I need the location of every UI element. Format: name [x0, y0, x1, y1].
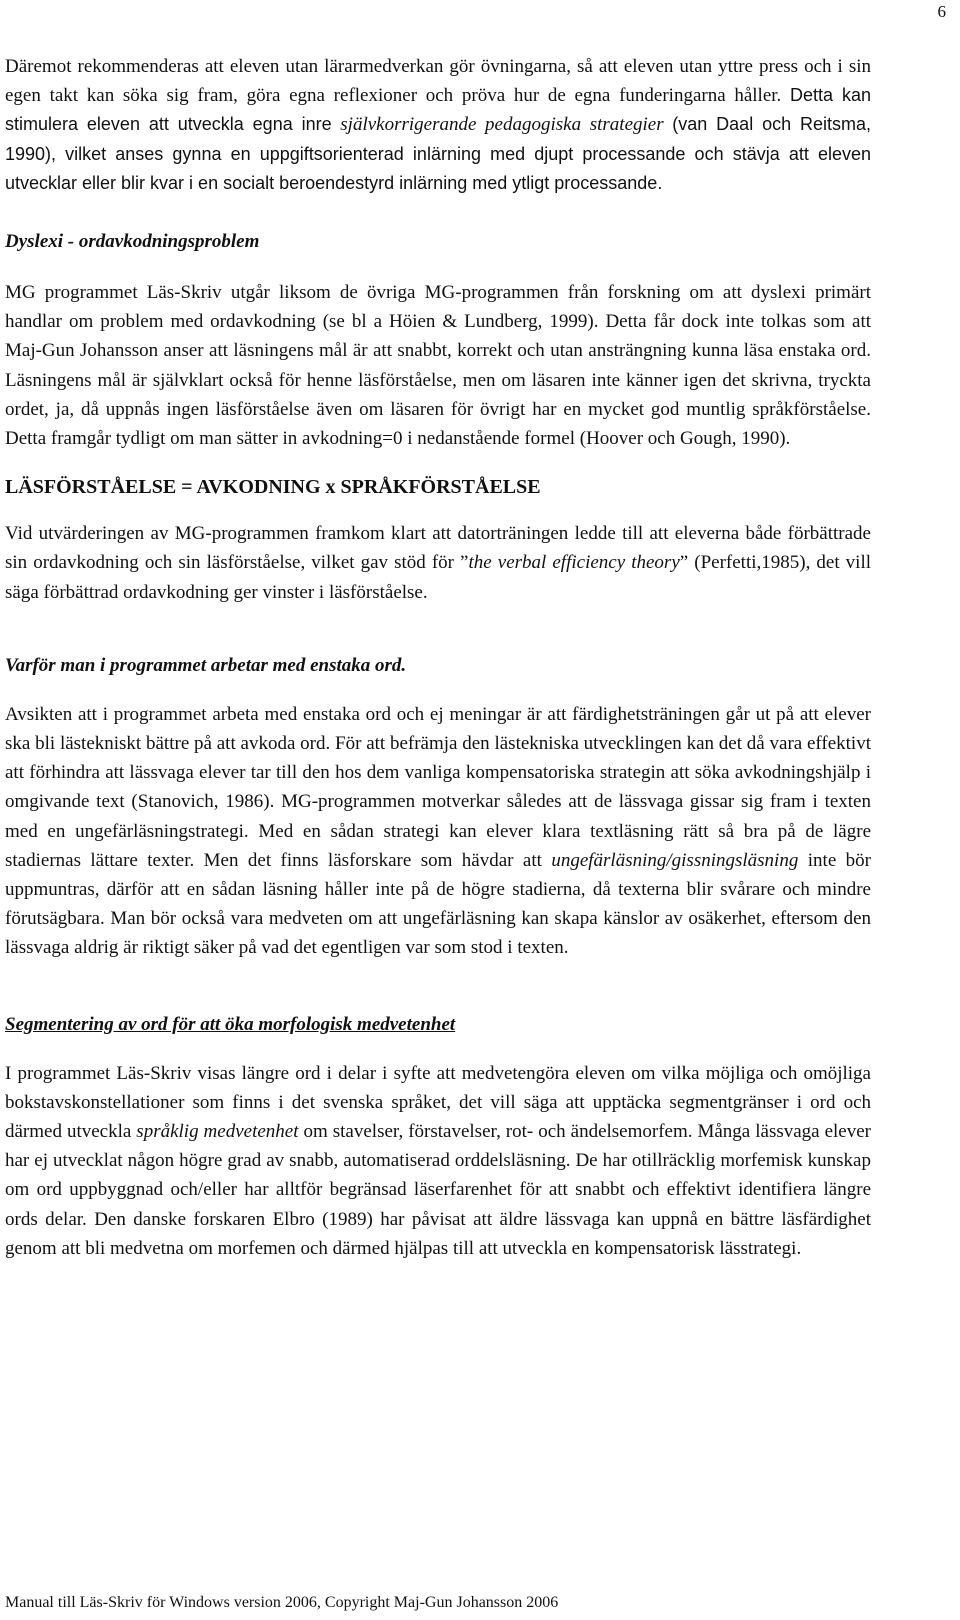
paragraph-segmentering-part3: om stavelser, förstavelser, rot- och ändelsemorfem. — [303, 1121, 693, 1143]
paragraph-segmentering — [5, 1059, 871, 1263]
paragraph-dyslexi-part4: Detta framgår tydligt om man sätter in avkodning=0 i nedanstående formel (Hoover och Gough, 1990). — [5, 428, 791, 450]
paragraph-intro-part2: Detta kan stimulera eleven att utveckla egna inre — [5, 85, 872, 135]
paragraph-segmentering-italic: språklig medvetenhet — [136, 1121, 299, 1143]
paragraph-dyslexi — [5, 278, 871, 453]
paragraph-intro — [5, 52, 871, 198]
paragraph-varfor — [5, 700, 871, 963]
paragraph-intro-part4: (van Daal och Reitsma, 1990), vilket anses gynna en uppgiftsorienterad inlärning med djupt processande och stävja att eleven utvecklar eller blir kvar i en socialt beroendestyrd inlärning med ytligt processande. — [5, 114, 872, 193]
paragraph-utvardering-italic: the verbal efficiency theory — [468, 552, 680, 574]
document-body — [5, 52, 871, 1263]
paragraph-varfor-part2: Med en sådan strategi kan elever klara textläsning rätt så bra på de lägre stadiernas lättare texter. Men det finns läsforskare som hävdar att — [5, 820, 872, 871]
page-number: 6 — [937, 2, 946, 21]
paragraph-varfor-part1: Avsikten att i programmet arbeta med enstaka ord och ej meningar är att färdighetsträningen går ut på att elever ska bli lästekniskt bättre på att avkoda ord. För att befrämja den lästekniska utvecklingen kan det då vara effektivt att förhindra att lässvaga elever tar till den hos dem vanliga kompensatoriska strategin att söka avkodningshjälp i omgivande text (Stanovich, 1986). MG-programmen motverkar således att de lässvaga gissar sig fram i texten med en ungefärläsningstrategi. — [5, 703, 871, 842]
paragraph-utvardering — [5, 519, 871, 607]
paragraph-varfor-italic: ungefärläsning/gissningsläsning — [551, 849, 799, 871]
paragraph-intro-part1: Däremot rekommenderas att eleven utan lärarmedverkan gör övningarna, så att eleven utan yttre press och i sin egen takt kan söka sig fram, göra egna reflexioner och pröva hur de egna funderingarna håller. — [5, 56, 871, 107]
heading-dyslexi: Dyslexi - ordavkodningsproblem — [5, 231, 260, 253]
paragraph-varfor-part5: Man bör också vara medveten om att ungefärläsning kan skapa känslor av osäkerhet, eftersom den lässvaga aldrig är riktigt säker på vad det egentligen var som stod i texten. — [5, 908, 871, 959]
paragraph-dyslexi-part1: MG programmet Läs-Skriv utgår liksom de övriga MG-programmen från forskning om att dyslexi primärt handlar om problem med ordavkodning (se bl a Höien & Lundberg, 1999). — [5, 282, 871, 333]
paragraph-intro-italic: självkorrigerande pedagogiska strategier — [340, 114, 664, 136]
paragraph-utvardering-part3: ” (Perfetti,1985), det vill säga förbättrad ordavkodning ger vinster i läsförståelse. — [5, 552, 872, 603]
paragraph-utvardering-part1: Vid utvärderingen av MG-programmen framkom klart att datorträningen ledde till att eleverna både förbättrade sin ordavkodning och sin läsförståelse, vilket gav stöd för ” — [5, 523, 871, 574]
paragraph-dyslexi-part2: Detta får dock inte tolkas som att Maj-Gun Johansson anser att läsningens mål är att snabbt, korrekt och utan ansträngning kunna läsa enstaka ord. — [5, 311, 872, 362]
heading-segmentering: Segmentering av ord för att öka morfologisk medvetenhet — [5, 1013, 456, 1035]
paragraph-dyslexi-part3: Läsningens mål är självklart också för henne läsförståelse, men om läsaren inte känner igen det skrivna, tryckta ordet, ja, då uppnås ingen läsförståelse även om läsaren för övrigt har en mycket god muntlig språkförståelse. — [5, 369, 871, 420]
paragraph-varfor-part4: inte bör uppmuntras, därför att en sådan läsning håller inte på de högre stadierna, då texterna blir svårare och mindre förutsägbara. — [5, 849, 872, 930]
paragraph-segmentering-part1: I programmet Läs-Skriv visas längre ord i delar i syfte att medvetengöra eleven om vilka möjliga och omöjliga bokstavskonstellationer som finns i det svenska språket, det vill säga att upptäcka segmentgränser i ord och därmed utveckla — [5, 1062, 871, 1143]
paragraph-segmentering-part4: Många lässvaga elever har ej utvecklat någon högre grad av snabb, automatiserad orddelsläsning. De har otillräcklig morfemisk kunskap om ord uppbyggnad och/eller har alltför begränsad läserfarenhet för att snabbt och effektivt identifiera längre ords delar. Den danske forskaren Elbro (1989) har påvisat att äldre lässvaga kan uppnå en bättre läsfärdighet genom att bli medvetna om morfemen och därmed hjälpas till att utveckla en kompensatorisk lässtrategi. — [5, 1121, 871, 1259]
formula: LÄSFÖRSTÅELSE = AVKODNING x SPRÅKFÖRSTÅELSE — [5, 476, 541, 499]
heading-varfor: Varför man i programmet arbetar med enstaka ord. — [5, 654, 407, 676]
page-footer: Manual till Läs-Skriv för Windows version 2006, Copyright Maj-Gun Johansson 2006 — [5, 1594, 559, 1611]
